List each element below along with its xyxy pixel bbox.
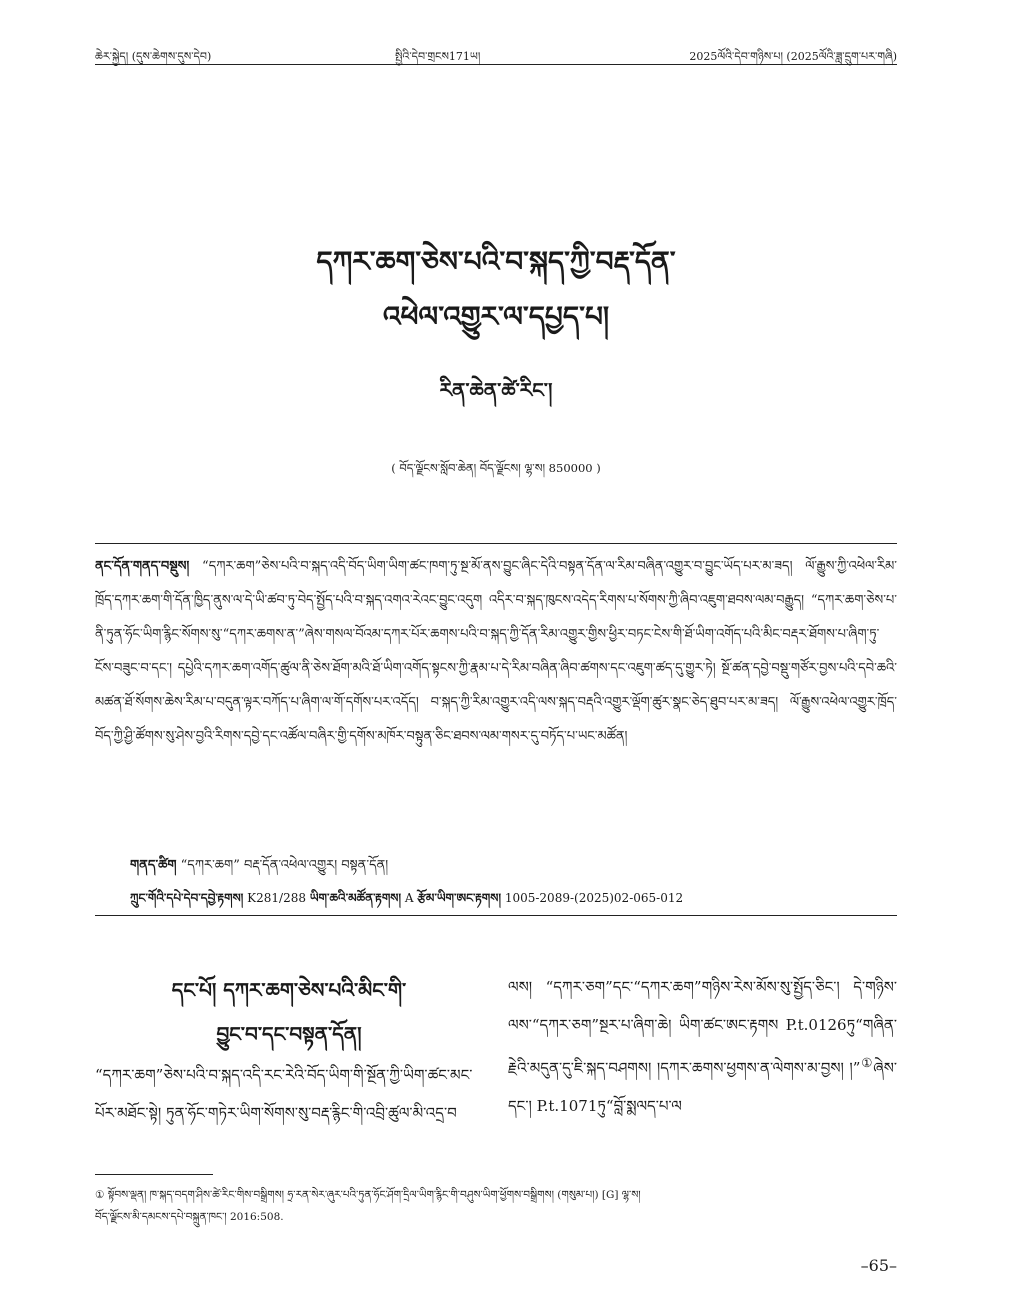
body-text-right-2: ཞེས་དང་། P.t.1071ཏུ“བློ་སྨལད་པ་ལ [508, 1059, 897, 1115]
classification-line [130, 885, 683, 919]
issue-date: 2025ལོའི་དེབ་གཉིས་པ། (2025ལོའི་ཟླ་དྲུག་པར་གཞི) [689, 50, 897, 63]
abstract-text: “དཀར་ཆག”ཅེས་པའི་བ་སྐད་འདི་བོད་ཡིག་ཡིག་ཚང་ཁག་ཏུ་སྔ་མོ་ནས་བྱུང་ཞིང་དེའི་བསྟན་དོན་ལ་རིམ་བཞིན་འགྱུར་བ་བྱུང་ཡོད་པར་མ་ཟད། ལོ་རྒྱུས་ཀྱི་འཕེལ་རིམ་ཁྲོད་དཀར་ཆག་གི་དོན་ཁྱིད་ནུས་ལ་དེ་ཡི་ཚབ་ཏུ་བེད་སྤྱོད་པའི་བ་སྐད་འགའ་རེའང་བྱུང་འདུག འདིར་བ་སྐད་ཁུངས་འདེད་རིགས་པ་སོགས་ཀྱི་ཞིབ་འཇུག་ཐབས་ལམ་བརྒྱུད། “དཀར་ཆག་ཅེས་པ་ནི་ཏུན་ཧོང་ཡིག་རྙིང་སོགས་སུ་“དཀར་ཆགས་ན་”ཞེས་གསལ་བོའམ་དཀར་པོར་ཆགས་པའི་བ་སྐད་ཀྱི་དོན་རིམ་འགྱུར་གྱིས་ཕྱིར་བཏང་ངེས་གི་ཐོ་ཡིག་འགོད་པའི་མིང་བརྡར་ཐོགས་པ་ཞིག་ཏུ་ངོས་བཟུང་བ་དང་། དཔྱེའི་དཀར་ཆག་འགོད་ཚུལ་ནི་ཅེས་ཐོག་མའི་ཐོ་ཡིག་འགོད་སྟངས་ཀྱི་རྣམ་པ་དེ་རིམ་བཞིན་ཞིབ་ཚགས་དང་འཇུག་ཚད་དུ་གྱུར་ཏེ། སྔོ་ཚན་དབྱེ་བསྡུ་གཙོར་བྱས་པའི་དབེ་ཆའི་མཚན་ཐོ་སོགས་ཆེས་རིམ་པ་བདུན་ལྟར་བཀོད་པ་ཞིག་ལ་གོ་དགོས་པར་འདོད། བ་སྐད་ཀྱི་རིམ་འགྱུར་འདི་ལས་སྐད་བརྡའི་འགྱུར་ལྡོག་ཚུར་སྣང་ཅེད་ཐུབ་པར་མ་ཟད། ལོ་རྒྱུས་འཕེལ་འགྱུར་ཁྲོད་བོད་ཀྱི་ཤྱི་ཚོགས་སུ་ཤེས་བྱའི་རིགས་དབྱེ་དང་འཚོལ་བཞིར་གྱི་དགོས་མཁོར་བསྟུན་ཅིང་ཐབས་ལམ་གསར་དུ་བཏོད་པ་ཡང་མཚོན། [95, 559, 897, 744]
footnote [95, 1184, 897, 1228]
author-affiliation: ( བོད་ལྗོངས་སློབ་ཆེན། བོད་ལྗོངས། ལྷ་ས། 850000 ) [391, 461, 601, 475]
body-text-left: “དཀར་ཆག”ཅེས་པའི་བ་སྐད་འདི་རང་རེའི་བོད་ཡིག་གི་སྔོན་ཀྱི་ཡིག་ཚང་མང་པོར་མཐོང་སྟེ། ཏུན་ཧོང་གཏེར་ཡིག་སོགས་སུ་བརྡ་རྙིང་གི་འབྲི་ཚུལ་མི་འདྲ་བ [95, 1066, 473, 1122]
abstract-label: ནང་དོན་གནད་བསྡུས། [95, 559, 190, 574]
article-id-label: རྩོམ་ཡིག་ཨང་རྟགས། [417, 891, 501, 905]
doc-code-label: ཡིག་ཆའི་མཚོན་རྟགས། [309, 891, 402, 905]
footnote-marker: ① [860, 1055, 874, 1070]
section-heading-line-2: བྱུང་བ་དང་བསྟན་དོན། [216, 1022, 362, 1046]
keywords-label: གནད་ཚིག [130, 858, 177, 873]
page-number: –65– [860, 1256, 897, 1275]
abstract [95, 550, 897, 754]
author-name: རིན་ཆེན་ཚེ་རིང་། [439, 378, 553, 402]
right-column [508, 968, 897, 1125]
section-heading-line-1: དང་པོ། དཀར་ཆག་ཅེས་པའི་མིང་གི་ [171, 978, 407, 1002]
left-column [95, 968, 483, 1132]
journal-name: ཆེར་སྐྱེད། (དུས་ཆེགས་དུས་དེབ) [95, 50, 212, 63]
issue-number: སྤྱིའི་དེབ་གྲངས171ཡ། [395, 50, 481, 63]
footnote-line-1: ① སྟོབས་ལྡན། ཁ་སྐད་བདག་ཤིས་ཚེ་རིང་གིས་བསྒྲིགས། ཧྲ་རན་སེར་ཞུར་པའི་ཏུན་ཧོང་ཤོག་དྲིལ་ཡིག་རྙིང་གི་བཤུས་ཡིག་ཕྱོགས་བསྒྲིགས། (གསུམ་པ།) [G] ལྷ་ས། [95, 1189, 641, 1201]
clc-label: ཀྲུང་གོའི་དཔེ་དེབ་དབྱེ་རྟགས། [130, 891, 244, 905]
clc-code: K281/288 [247, 891, 306, 905]
article-title-line-2: འཕེལ་འགྱུར་ལ་དཔྱད་པ། [382, 300, 610, 333]
body-text-right [508, 968, 897, 1125]
footnote-rule [95, 1174, 213, 1175]
body-text-right-1: ལས། “དཀར་ཅག”དང་“དཀར་ཆག”གཉིས་རེས་མོས་སུ་སྤྱོད་ཅིང་། དེ་གཉིས་ལས་“དཀར་ཅག”སྔར་པ་ཞིག་ཆེ། ཡིག་ཚང་ཨང་རྟགས P.t.0126ཏུ“གཞིན་རྗེའི་མདུན་དུ་ཇི་སྐད་བཤགས། །དཀར་ཆགས་ཕྱགས་ན་ལེགས་མ་བྱས། །” [508, 978, 897, 1077]
doc-code: A [404, 891, 414, 905]
keywords-text: “དཀར་ཆག” བརྡ་དོན་འཕེལ་འགྱུར། བསྟན་དོན། [180, 858, 389, 873]
article-id: 1005-2089-(2025)02-065-012 [504, 891, 684, 905]
footnote-line-2: བོད་ལྗོངས་མི་དམངས་དཔེ་བསྐྲུན་ཁང་། 2016:508. [95, 1211, 284, 1223]
running-header [95, 36, 897, 65]
article-title-line-1: དཀར་ཆག་ཅེས་པའི་བ་སྐད་ཀྱི་བརྡ་དོན་ [316, 245, 676, 278]
keywords [130, 850, 388, 887]
abstract-box [95, 543, 897, 916]
